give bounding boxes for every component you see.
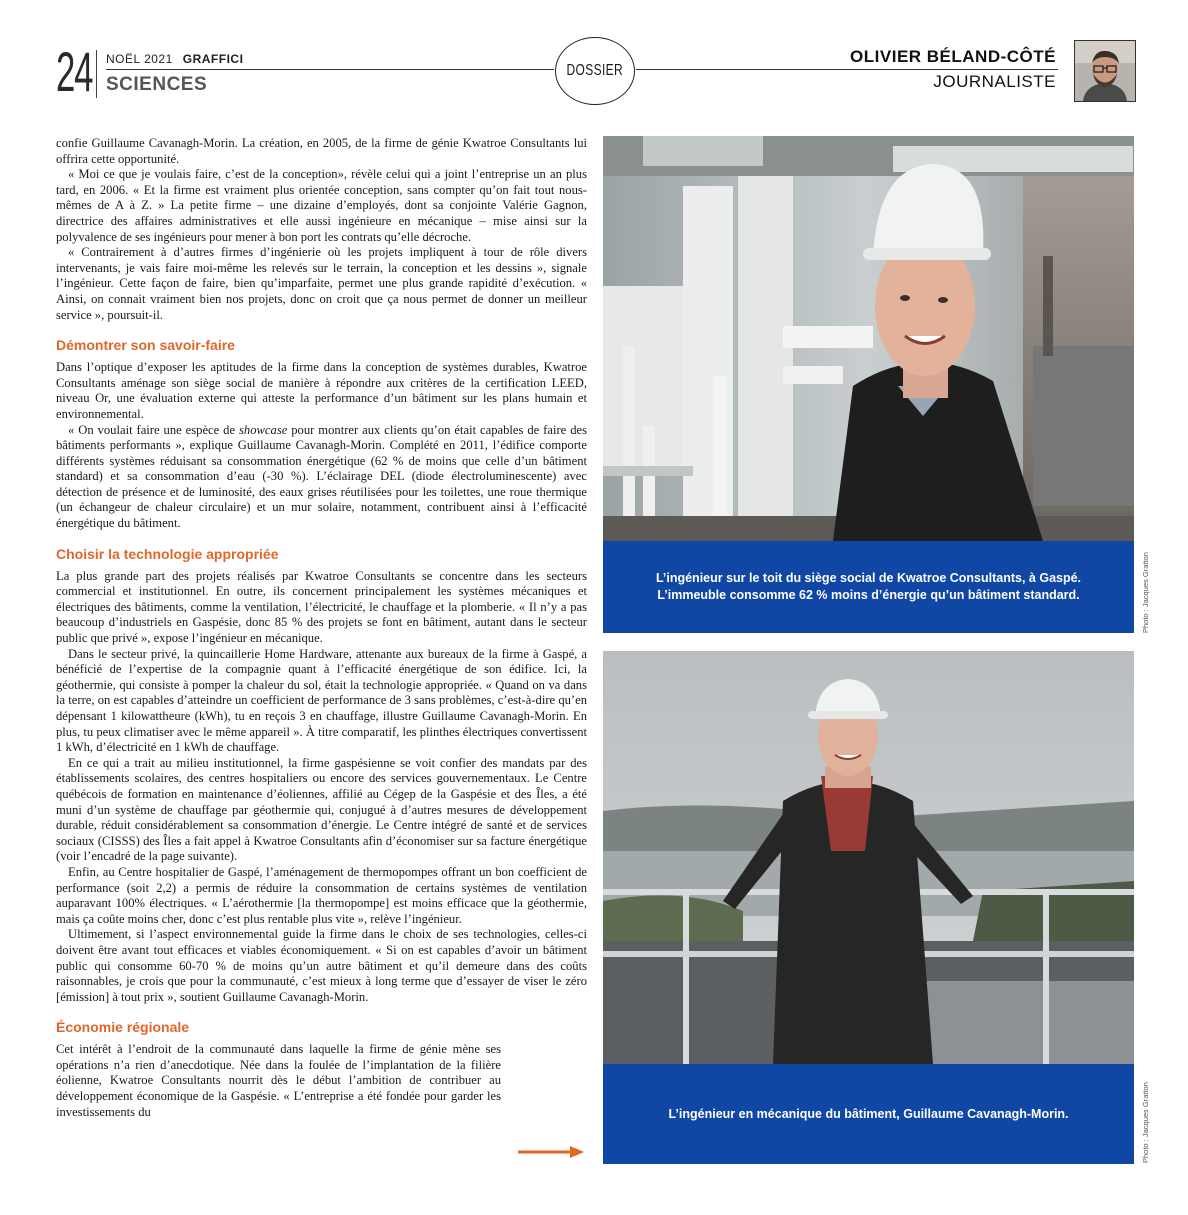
issue-line: [106, 52, 243, 66]
photo1-caption-line2: L’immeuble consomme 62 % moins d’énergie qu’un bâtiment standard.: [657, 588, 1080, 602]
header-rule-right: [636, 69, 1058, 70]
photo1-credit: Photo : Jacques Gratton: [1141, 552, 1150, 633]
article-paragraph: « Contrairement à d’autres firmes d’ingénierie où les projets impliquent à tour de rôle divers intervenants, je vais faire moi-même les relevés sur le terrain, la conception et les dessins », signale l’ingénieur. Cette façon de faire, bien qu’imparfaite, permet une plus grande rapidité d’exécution. « Ainsi, on connait vraiment bien nos projets, donc on croit que ça nous permet de donner un meilleur service », poursuit-il.: [56, 245, 587, 322]
subheading-economie: Économie régionale: [56, 1019, 190, 1036]
article-paragraph: confie Guillaume Cavanagh-Morin. La création, en 2005, de la firme de génie Kwatroe Consultants lui offrira cette opportunité.: [56, 136, 587, 166]
arrow-right-icon: [518, 1145, 584, 1159]
author-name: OLIVIER BÉLAND-CÔTÉ: [850, 47, 1056, 66]
dossier-label: DOSSIER: [566, 62, 624, 79]
author-avatar: [1074, 40, 1136, 102]
article-paragraph: Cet intérêt à l’endroit de la communauté dans laquelle la firme de génie mène ses opérations n’a rien d’anecdotique. Née dans la foulée de l’implantation de la filière éolienne, Kwatroe Consultants nourrit dès le début l’ambition de contribuer au développement économique de la Gaspésie. « L’entreprise a été fondée pour garder les investissements du: [56, 1042, 501, 1119]
subheading-technologie: Choisir la technologie appropriée: [56, 545, 279, 562]
photo-engineer-mechanical-room: [603, 136, 1134, 541]
article-paragraph: La plus grande part des projets réalisés par Kwatroe Consultants se concentre dans les secteurs commercial et institutionnel. En outre, ils concernent principalement les systèmes mécaniques et électriques des bâtiments, comme la ventilation, l’électricité, le chauffage et la plomberie. « Il n’y a pas beaucoup d’industriels en Gaspésie, donc 85 % des projets se font en bâtiment, autant dans le secteur public que privé », expose l’ingénieur en mécanique.: [56, 568, 587, 646]
subheading-savoir-faire: Démontrer son savoir-faire: [56, 337, 235, 354]
page-number: 24: [56, 40, 93, 103]
article-paragraph: Dans l’optique d’exposer les aptitudes de la firme dans la conception de systèmes durables, Kwatroe Consultants aménage son siège social de manière à répondre aux critères de la certification LEED, niveau Or, une évaluation externe qui atteste la performance d’un bâtiment sur les plans humain et environnemental.: [56, 360, 587, 421]
quote-after: pour montrer aux clients qu’on était capables de faire des bâtiments performants », explique Guillaume Cavanagh-Morin. Complété en 2011, l’édifice comporte différents systèmes réduisant sa consommation énergétique (62 % de moins que celle d’un bâtiment standard) et sa consommation d’eau (-30 %). L’éclairage DEL (diode électroluminescente) avec détection de présence et de luminosité, des eaux grises réutilisées pour les toilettes, une roue thermique (un échangeur de chaleur circulaire) et un mur solaire, notamment, contribuent ainsi à l’efficacité énergétique du bâtiment.: [56, 422, 587, 531]
article-paragraph: [56, 423, 587, 532]
article-paragraph: « Moi ce que je voulais faire, c’est de la conception», révèle celui qui a joint l’entreprise un an plus tard, en 2006. « Et la firme est vraiment plus orientée conception, sans compter qu’on fait tout nous-mêmes de A à Z. » La petite firme – une dizaine d’employés, dont sa conjointe Valérie Gagnon, directrice des affaires administratives et elle aussi ingénieure en mécanique – mise ainsi sur la polyvalence de ses ingénieurs pour mener à bon port les contrats qu’elle décroche.: [56, 167, 587, 244]
section-title: SCIENCES: [106, 74, 208, 95]
quote-before: « On voulait faire une espèce de: [68, 422, 240, 437]
article-paragraph: En ce qui a trait au milieu institutionnel, la firme gaspésienne se voit confier des mandats par des établissements scolaires, des centres hospitaliers ou encore des services gouvernementaux. Le Centre québécois de formation en maintenance d’éoliennes, affilié au Cégep de la Gaspésie et des Îles, a été muni d’un système de chauffage par géothermie qui, conjugué à d’autres mesures de développement durable, réduit considérablement sa consommation d’énergie. Le Centre intégré de santé et de services sociaux (CISSS) des Îles a fait appel à Kwatroe Consultants afin d’économiser sur sa facture énergétique (voir l’encadré de la page suivante).: [56, 755, 587, 864]
author-role: JOURNALISTE: [933, 72, 1056, 91]
photo1-caption-line1: L’ingénieur sur le toit du siège social de Kwatroe Consultants, à Gaspé.: [655, 571, 1082, 585]
photo2-caption-text: L’ingénieur en mécanique du bâtiment, Guillaume Cavanagh-Morin.: [668, 1106, 1069, 1121]
issue-date: NOËL 2021: [106, 52, 173, 66]
article-column: [56, 136, 587, 1120]
photo-engineer-rooftop: [603, 651, 1134, 1064]
article-paragraph: Ultimement, si l’aspect environnemental guide la firme dans le choix de ses technologies, celles-ci doivent être avant tout efficaces et viables économiquement. « Si on est capables d’avoir un bâtiment public qui consomme 60-70 % de moins qu’un autre bâtiment et qu’il demeure dans des coûts raisonnables, je crois que pour la communauté, c’est mieux à long terme que d’essayer de viser le zéro [émission] à tout prix », soutient Guillaume Cavanagh-Morin.: [56, 927, 587, 1004]
header-rule-left: [106, 69, 554, 70]
dossier-badge: [555, 37, 635, 105]
publication-name: GRAFFICI: [182, 52, 244, 66]
header-divider: [96, 50, 97, 98]
article-paragraph: Enfin, au Centre hospitalier de Gaspé, l’aménagement de thermopompes offrant un bon coefficient de performance (soit 2,2) a permis de réduire la consommation de certains systèmes de ventilation auparavant 100% électriques. « L’aérothermie [la thermopompe] est moins efficace que la géothermie, mais ça coûte moins cher, donc c’est plus rentable plus vite », relève l’ingénieur.: [56, 864, 587, 926]
photo2-credit: Photo : Jacques Gratton: [1141, 1082, 1150, 1163]
article-paragraph: Dans le secteur privé, la quincaillerie Home Hardware, attenante aux bureaux de la firme à Gaspé, a bénéficié de l’expertise de la compagnie quant à l’efficacité énergétique de son édifice. Ici, la géothermie, qui consiste à pomper la chaleur du sol, était la technologie appropriée. « Quand on va dans la terre, on est capables d’atteindre un coefficient de performance de 3 sans problèmes, c’est-à-dire qu’en dépensant 1 kilowattheure (kWh), tu en reçois 3 en chauffage, illustre Guillaume Cavanagh-Morin. En plus, tu peux climatiser avec le même appareil ». À titre comparatif, les plinthes électriques convertissent 1 kWh, d’électricité en 1 kWh de chauffage.: [56, 646, 587, 755]
photo2-caption: [603, 1064, 1134, 1164]
quote-emphasis: showcase: [239, 422, 288, 437]
photo1-caption: [603, 541, 1134, 633]
